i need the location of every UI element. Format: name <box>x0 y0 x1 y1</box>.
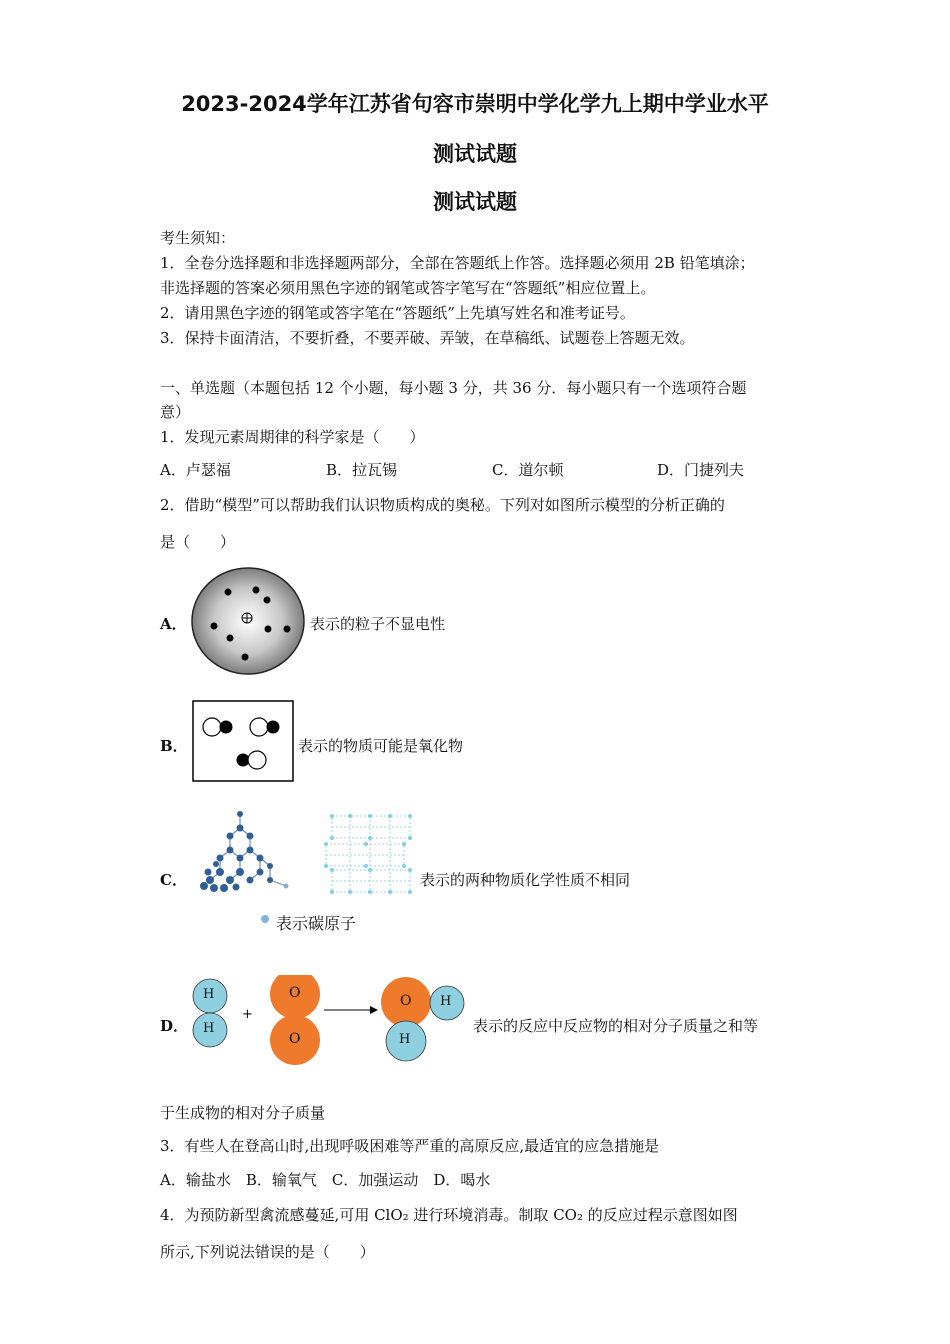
h-atom-label-1: H <box>203 987 215 1002</box>
q2-option-d-text-cont: 于生成物的相对分子质量 <box>160 1104 326 1122</box>
exam-title-line1: 2023-2024学年江苏省句容市崇明中学化学九上期中学业水平 <box>181 92 769 116</box>
q2-option-d-text: 表示的反应中反应物的相对分子质量之和等 <box>473 1017 759 1035</box>
q2-option-c-text: 表示的两种物质化学性质不相同 <box>420 871 631 889</box>
q1-stem: 1．发现元素周期律的科学家是（ ） <box>160 428 425 446</box>
o-atom-label-1: O <box>289 985 301 1001</box>
q2-option-c-legend: 表示碳原子 <box>276 914 357 933</box>
reaction-atoms <box>190 975 470 1070</box>
q2-option-b-text: 表示的物质可能是氧化物 <box>298 737 464 755</box>
notice-item-1: 1．全卷分选择题和非选择题两部分，全部在答题纸上作答。选择题必须用 2B 铅笔填涂； <box>160 254 755 272</box>
q2-stem-line2: 是（ ） <box>160 533 236 551</box>
notice-item-3: 3．保持卡面清洁，不要折叠，不要弄破、弄皱，在草稿纸、试题卷上答题无效。 <box>160 329 695 347</box>
atom-model-figure <box>190 566 308 676</box>
q2-option-d-letter: D． <box>160 1017 189 1035</box>
graphite-structure-figure <box>320 808 418 898</box>
h-atom-label-product-2: H <box>399 1032 411 1047</box>
q2-option-c-letter: C． <box>160 871 187 889</box>
q3-stem: 3．有些人在登高山时,出现呼吸困难等严重的高原反应,最适宜的应急措施是 <box>160 1137 660 1155</box>
q2-stem-line1: 2．借助“模型”可以帮助我们认识物质构成的奥秘。下列对如图所示模型的分析正确的 <box>160 496 725 514</box>
notice-item-2: 2．请用黑色字迹的钢笔或答字笔在“答题纸”上先填写姓名和准考证号。 <box>160 304 635 322</box>
notice-heading: 考生须知： <box>160 229 236 247</box>
q1-option-c: C．道尔顿 <box>492 461 564 479</box>
notice-item-1-cont: 非选择题的答案必须用黑色字迹的钢笔或答字笔写在“答题纸”相应位置上。 <box>160 279 656 297</box>
q3-options: A．输盐水 B．输氧气 C．加强运动 D．喝水 <box>160 1171 491 1189</box>
molecule-box-figure <box>192 700 294 782</box>
plus-sign: + <box>242 1007 253 1022</box>
q4-stem-line2: 所示,下列说法错误的是（ ） <box>160 1243 375 1261</box>
exam-title-line2: 测试试题 <box>433 142 517 166</box>
h-atom-label-2: H <box>203 1021 215 1036</box>
o-atom-label-2: O <box>289 1031 301 1047</box>
exam-title-line3: 测试试题 <box>433 190 517 214</box>
q1-option-a: A．卢瑟福 <box>160 461 231 479</box>
h-atom-label-product-1: H <box>440 994 452 1009</box>
q1-option-b: B．拉瓦锡 <box>326 461 398 479</box>
carbon-atom-legend-icon <box>260 914 270 924</box>
reaction-diagram <box>190 975 470 1070</box>
q1-option-d: D．门捷列夫 <box>657 461 745 479</box>
q2-option-b-letter: B． <box>160 737 188 755</box>
section-heading-line1: 一、单选题（本题包括 12 个小题，每小题 3 分，共 36 分．每小题只有一个选项符合题 <box>160 379 747 397</box>
q4-stem-line1: 4．为预防新型禽流感蔓延,可用 ClO₂ 进行环境消毒。制取 CO₂ 的反应过程示意图如图 <box>160 1206 738 1224</box>
o-atom-label-product: O <box>400 993 412 1009</box>
section-heading-line2: 意） <box>160 403 191 421</box>
diamond-structure-figure <box>196 808 294 896</box>
q2-option-a-letter: A． <box>160 615 187 633</box>
q2-option-a-text: 表示的粒子不显电性 <box>310 615 446 633</box>
